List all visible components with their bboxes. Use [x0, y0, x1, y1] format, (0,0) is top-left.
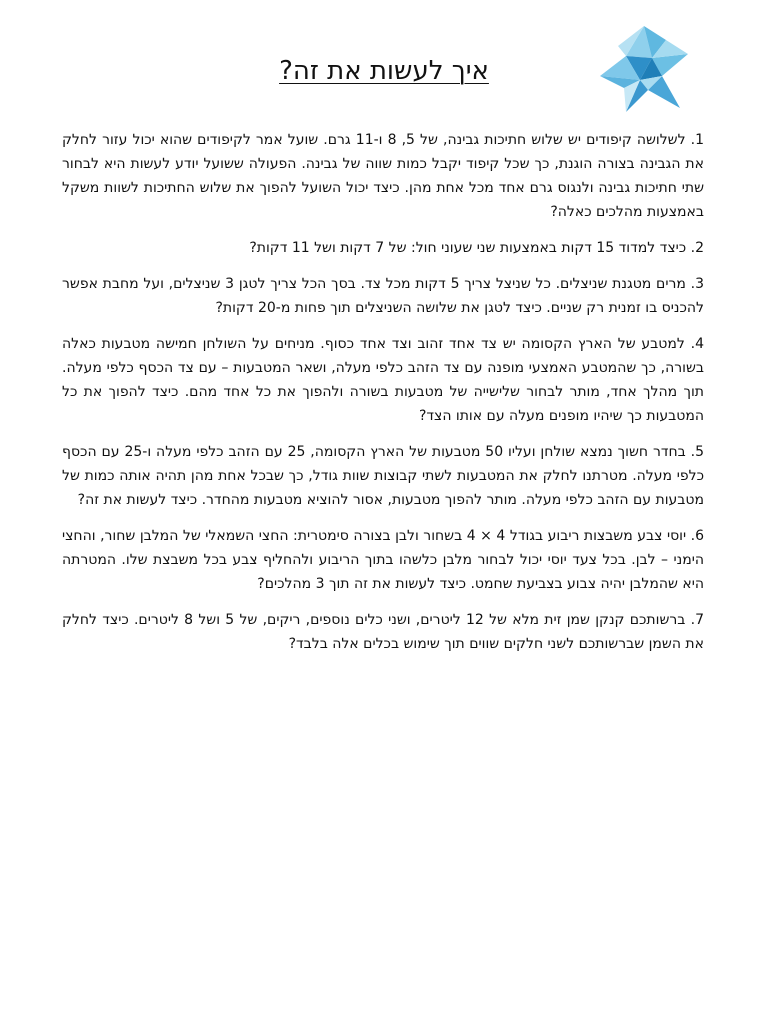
question-6: 6. יוסי צבע משבצות ריבוע בגודל 4 × 4 בשחור ולבן בצורה סימטרית: החצי השמאלי של המלבן שחור, והחצי הימני – לבן. בכל צעד יוסי יכול לבחור מלבן כלשהו בתוך הריבוע ולהחליף צבע בכל משבצת שלו. המטרתה היא שהמלבן יהיה צבוע בצביעת שחמט. כיצד לעשות את זה תוך 3 מהלכים?	[62, 528, 704, 592]
question-7: 7. ברשותכם קנקן שמן זית מלא של 12 ליטרים, ושני כלים נוספים, ריקים, של 5 ושל 8 ליטרים. כיצד לחלק את השמן שברשותכם לשני חלקים שווים תוך שימוש בכלים אלה בלבד?	[62, 612, 704, 652]
question-4: 4. למטבע של הארץ הקסומה יש צד אחד זהוב וצד אחד כסוף. מניחים על השולחן חמישה מטבעות כאלה בשורה, כך שהמטבע האמצעי מופנה עם צד הזהב כלפי מעלה, ושאר המטבעות – עם צד הכסף כלפי מעלה. תוך מהלך אחד, מותר לבחור שלישייה של מטבעות בשורה ולהפוך את כל אחד מהם. כיצד להפוך את כל המטבעות כך שיהיו מופנים מעלה עם אותו הצד?	[62, 336, 704, 424]
question-3: 3. מרים מטגנת שניצלים. כל שניצל צריך 5 דקות מכל צד. בסך הכל צריך לטגן 3 שניצלים, ועל מחבת אפשר להכניס בו זמנית רק שניים. כיצד לטגן את שלושה השניצלים תוך פחות מ-20 דקות?	[62, 276, 704, 316]
question-list	[62, 128, 704, 668]
page-title: איך לעשות את זה?	[279, 56, 489, 86]
question-1: 1. לשלושה קיפודים יש שלוש חתיכות גבינה, של 5, 8 ו-11 גרם. שועל אמר לקיפודים שהוא יכול עזור לחלק את הגבינה בצורה הוגנת, כך שכל קיפוד יקבל כמות שווה של גבינה. הפעולה ששועל יודע לעשות היא לבחור שתי חתיכות גבינה ולנגוס גרם אחד מכל אחת מהן. כיצד יכול השועל להפוך את שלוש החתיכות לשוות משקל באמצעות מהלכים כאלה?	[62, 132, 704, 220]
question-2: 2. כיצד למדוד 15 דקות באמצעות שני שעוני חול: של 7 דקות ושל 11 דקות?	[249, 240, 704, 256]
question-5: 5. בחדר חשוך נמצא שולחן ועליו 50 מטבעות של הארץ הקסומה, 25 עם הזהב כלפי מעלה ו-25 עם הכסף כלפי מעלה. מטרתנו לחלק את המטבעות לשתי קבוצות שוות גודל, כך שבכל אחת מהן תהיה אותה כמות של מטבעות עם הזהב כלפי מעלה. מותר להפוך מטבעות, אסור להוציא מטבעות מהחדר. כיצד לעשות את זה?	[62, 444, 705, 508]
